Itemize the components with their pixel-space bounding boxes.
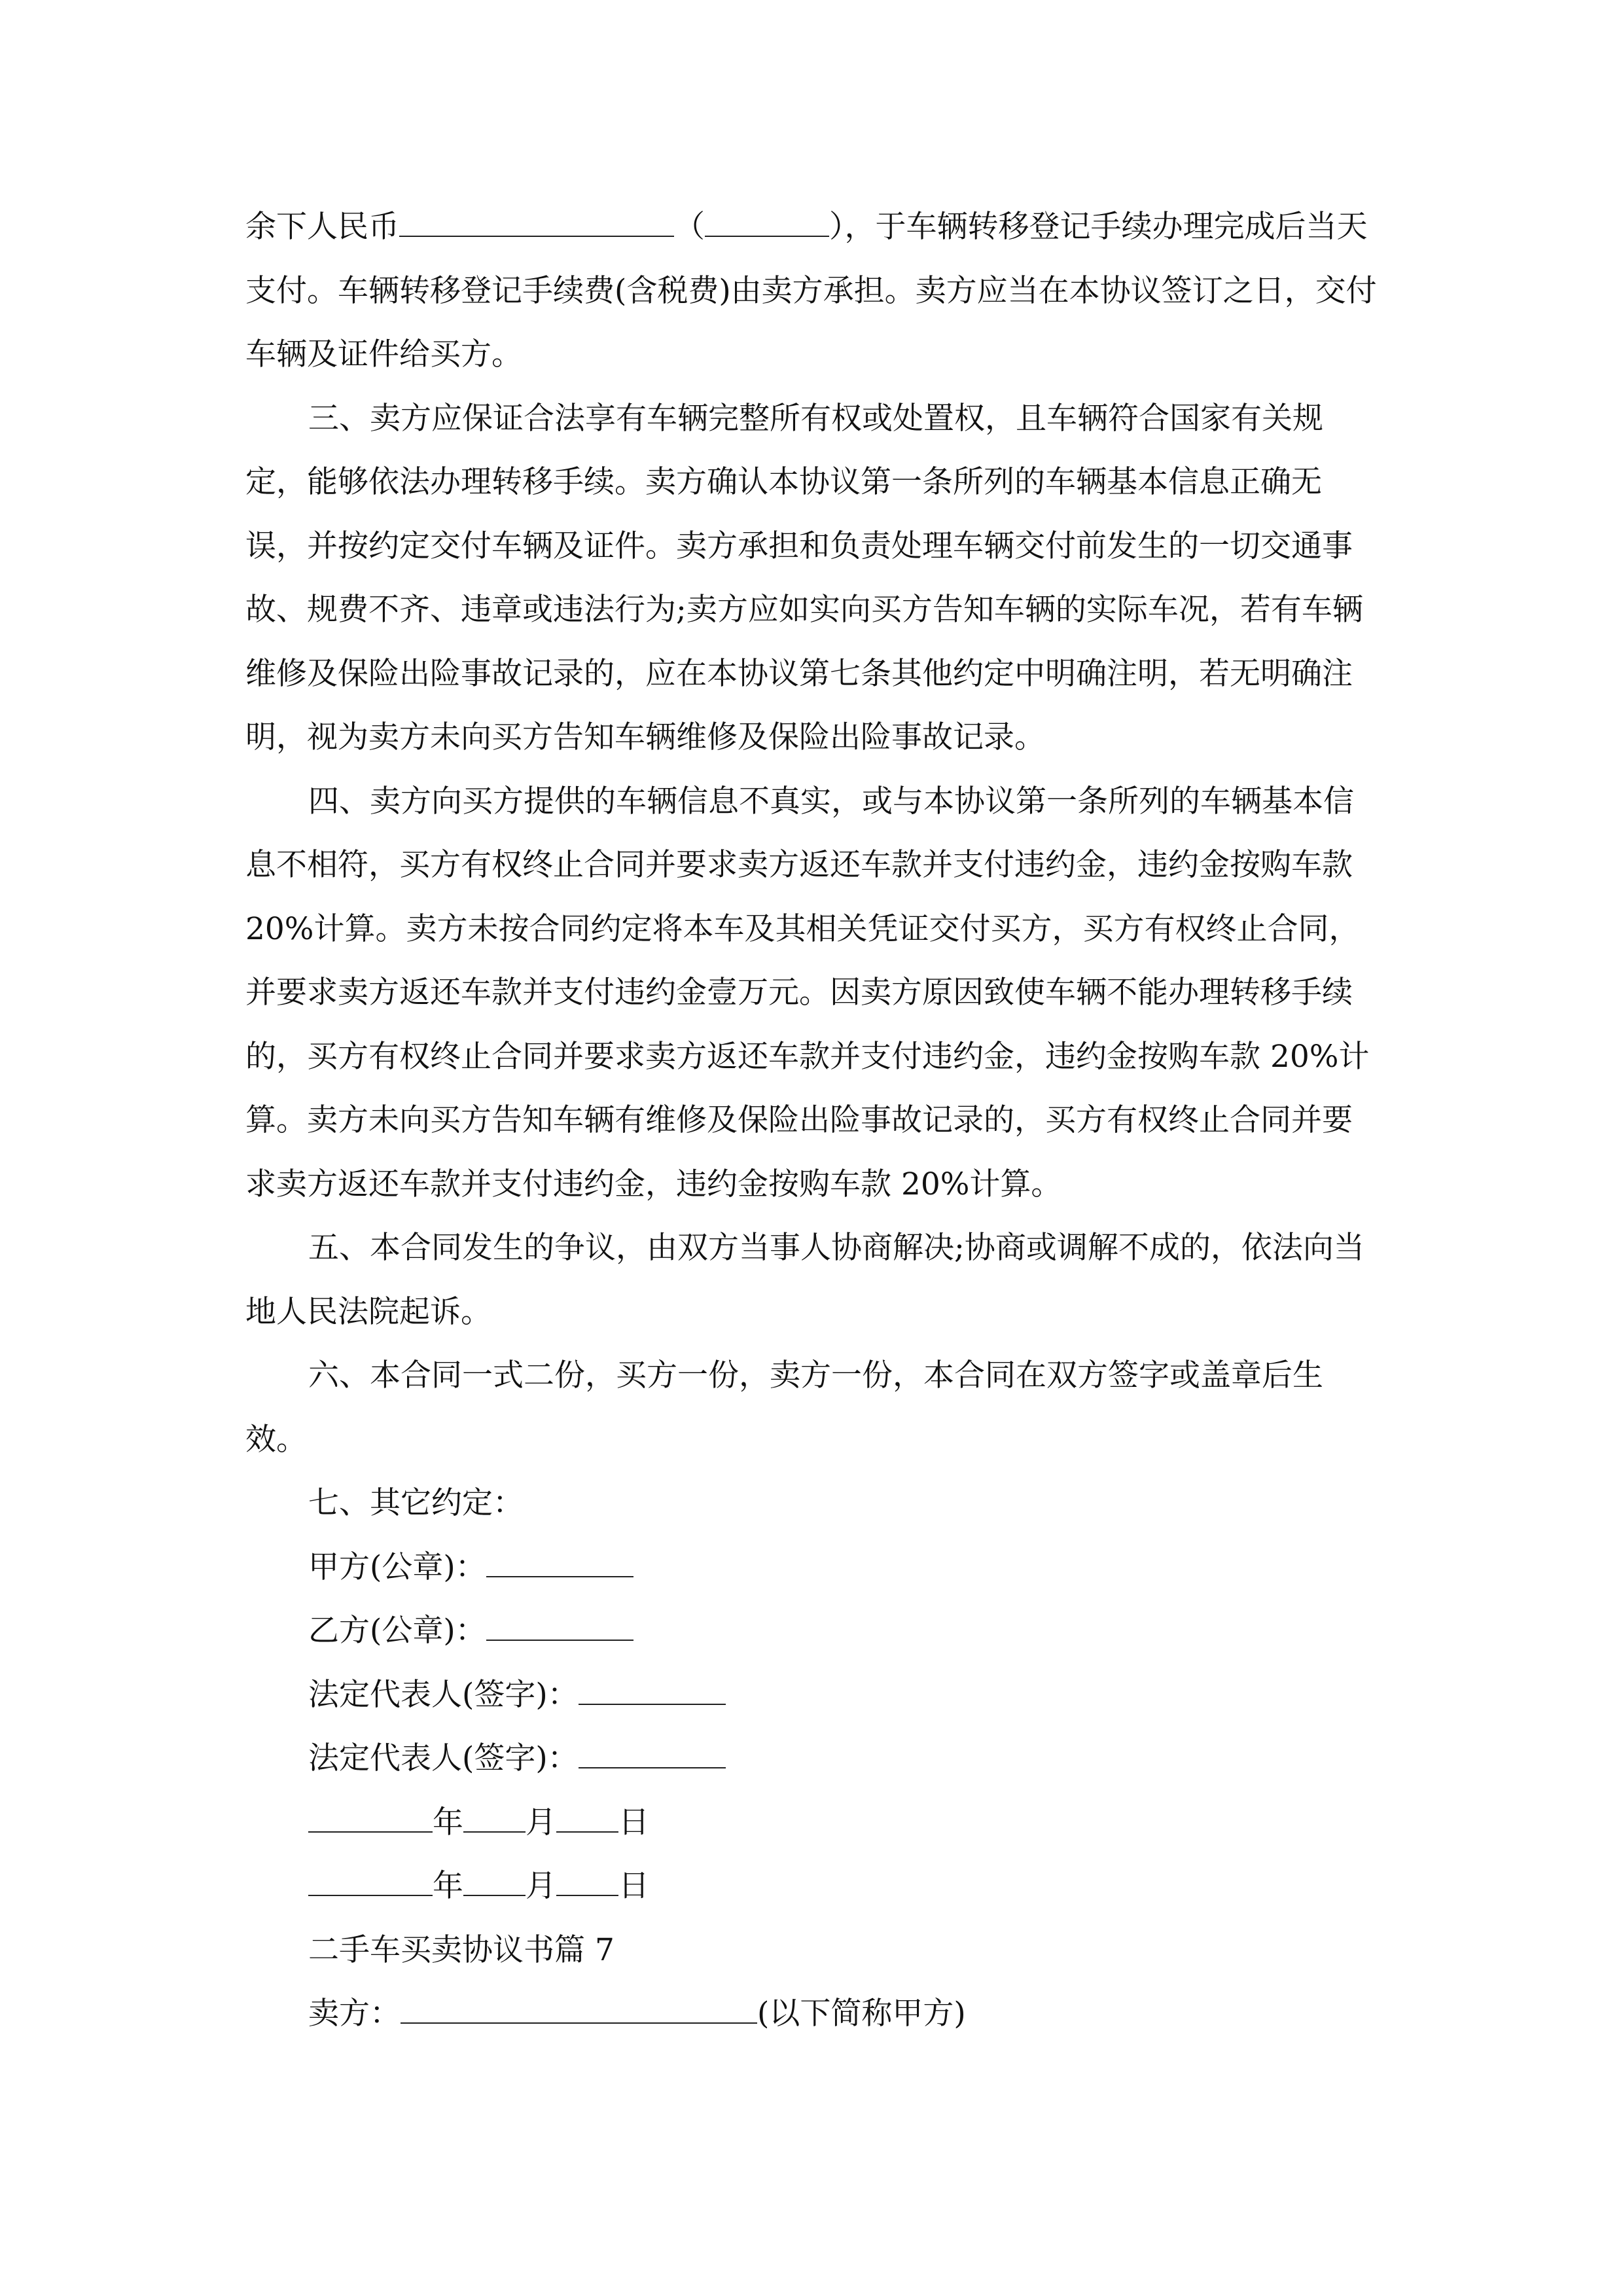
- party-b-blank[interactable]: [486, 1615, 633, 1641]
- seller-suffix: (以下简称甲方): [757, 1996, 966, 2032]
- party-a-blank[interactable]: [486, 1551, 633, 1577]
- amount-paren-open: （: [674, 209, 705, 245]
- paragraph-payment-continuation: [245, 195, 1378, 387]
- date-2-month-blank[interactable]: [463, 1870, 526, 1896]
- document-body: [245, 195, 1378, 2046]
- signature-line-party-b: [245, 1599, 1378, 1663]
- seller-label: 卖方：: [308, 1996, 401, 2032]
- payment-prefix-text: 余下人民币: [245, 209, 399, 245]
- date-2-year-blank[interactable]: [308, 1870, 433, 1896]
- signature-line-rep-1: [245, 1663, 1378, 1727]
- date-2-day-label: 日: [618, 1868, 649, 1904]
- date-2-day-blank[interactable]: [556, 1870, 618, 1896]
- paragraph-clause-4: 四、卖方向买方提供的车辆信息不真实，或与本协议第一条所列的车辆基本信息不相符，买方有权终止合同并要求卖方返还车款并支付违约金，违约金按购车款 20%计算。卖方未按合同约定将本车及其相关凭证交付买方，买方有权终止合同，并要求卖方返还车款并支付违约金壹万元。因卖方原因致使车辆不能办理转移手续的，买方有权终止合同并要求卖方返还车款并支付违约金，违约金按购车款 20%计算。卖方未向买方告知车辆有维修及保险出险事故记录的，买方有权终止合同并要求卖方返还车款并支付违约金，违约金按购车款 20%计算。: [245, 783, 1370, 1202]
- date-1-month-blank[interactable]: [463, 1806, 526, 1833]
- payment-continuation-text: ），于车辆转移登记手续办理完成后当天支付。车辆转移登记手续费(含税费)由卖方承担。卖方应当在本协议签订之日，交付车辆及证件给买方。: [245, 209, 1377, 372]
- amount-words-blank[interactable]: [705, 211, 829, 237]
- date-1-day-blank[interactable]: [556, 1806, 618, 1833]
- date-1-year-label: 年: [433, 1804, 463, 1840]
- seller-blank[interactable]: [401, 1998, 757, 2024]
- signature-line-party-a: [245, 1535, 1378, 1600]
- date-line-1: [245, 1791, 1378, 1855]
- amount-blank[interactable]: [399, 211, 674, 237]
- paragraph-clause-3: 三、卖方应保证合法享有车辆完整所有权或处置权，且车辆符合国家有关规定，能够依法办理转移手续。卖方确认本协议第一条所列的车辆基本信息正确无误，并按约定交付车辆及证件。卖方承担和负责处理车辆交付前发生的一切交通事故、规费不齐、违章或违法行为;卖方应如实向买方告知车辆的实际车况，若有车辆维修及保险出险事故记录的，应在本协议第七条其他约定中明确注明，若无明确注明，视为卖方未向买方告知车辆维修及保险出险事故记录。: [245, 400, 1363, 755]
- signature-line-rep-2: [245, 1727, 1378, 1791]
- section-title: 二手车买卖协议书篇 7: [308, 1931, 615, 1968]
- seller-line: [245, 1982, 1378, 2046]
- paragraph-clause-5: 五、本合同发生的争议，由双方当事人协商解决;协商或调解不成的，依法向当地人民法院起诉。: [245, 1230, 1364, 1330]
- party-b-label: 乙方(公章)：: [308, 1613, 486, 1649]
- date-2-month-label: 月: [526, 1868, 556, 1904]
- rep-1-label: 法定代表人(签字)：: [308, 1676, 579, 1713]
- paragraph-clause-7: 七、其它约定：: [308, 1485, 524, 1521]
- rep-1-blank[interactable]: [579, 1679, 726, 1705]
- paragraph-clause-6: 六、本合同一式二份，买方一份，卖方一份，本合同在双方签字或盖章后生效。: [245, 1357, 1323, 1458]
- date-line-2: [245, 1854, 1378, 1918]
- date-1-year-blank[interactable]: [308, 1806, 433, 1833]
- date-1-day-label: 日: [618, 1804, 649, 1840]
- rep-2-label: 法定代表人(签字)：: [308, 1740, 579, 1776]
- date-1-month-label: 月: [526, 1804, 556, 1840]
- rep-2-blank[interactable]: [579, 1742, 726, 1768]
- party-a-label: 甲方(公章)：: [308, 1549, 486, 1585]
- date-2-year-label: 年: [433, 1868, 463, 1904]
